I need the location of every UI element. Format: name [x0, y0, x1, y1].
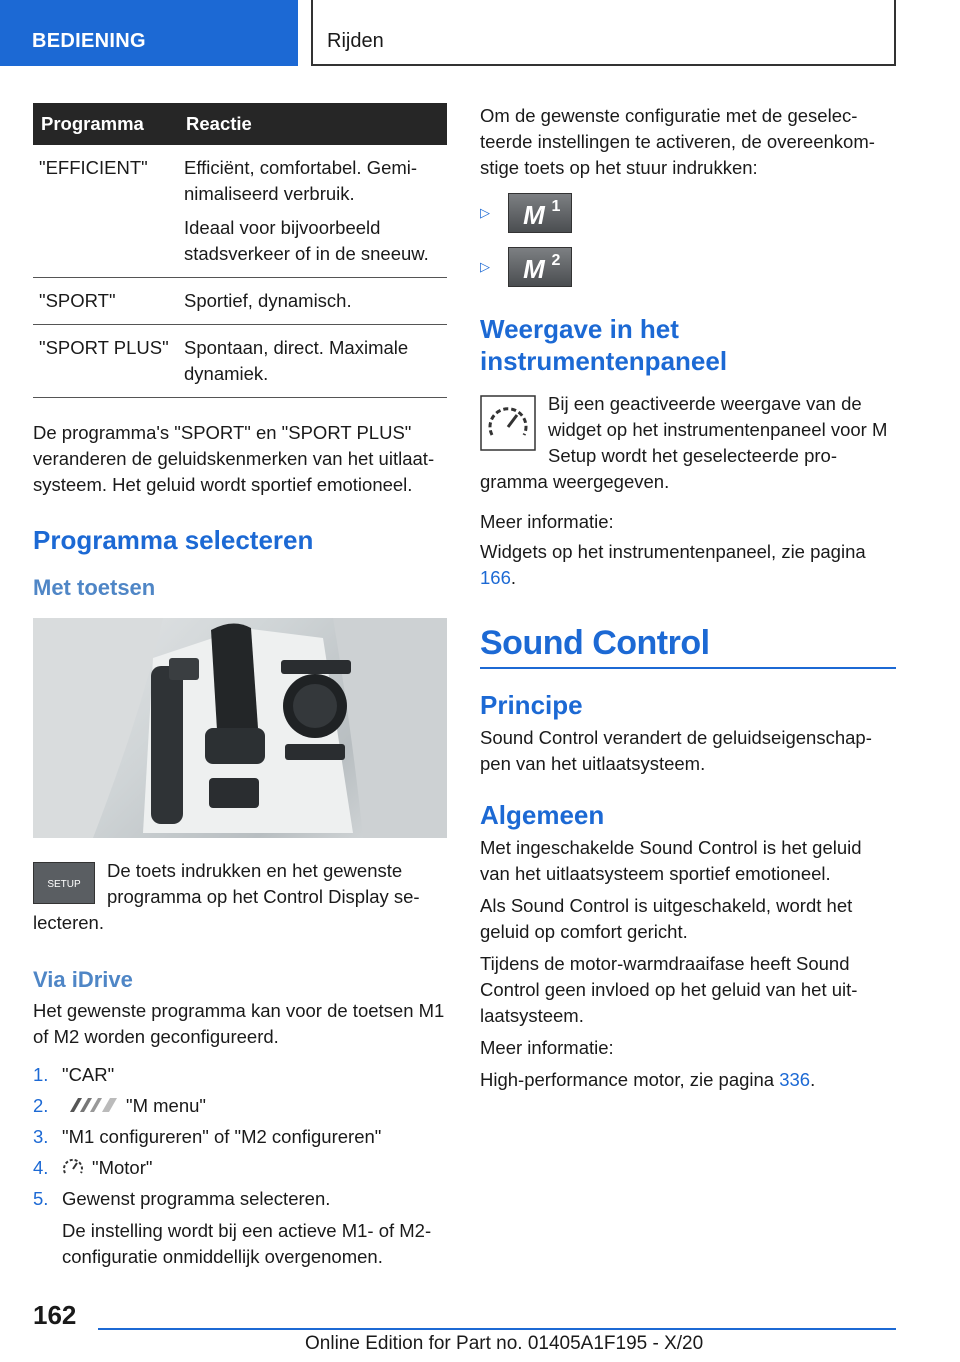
heading-algemeen: Algemeen: [480, 800, 605, 830]
step-number: 3.: [33, 1126, 49, 1147]
reaction-text: Efficiënt, comfortabel. Geminimaliseerd verbruik.: [184, 157, 418, 204]
widgets-reference-text: Widgets op het instrumentenpaneel, zie pagina: [480, 541, 866, 562]
page-link-166[interactable]: 166: [480, 567, 511, 588]
idrive-steps: [33, 1062, 447, 1270]
heading-with-keys: Met toetsen: [33, 575, 156, 600]
heading-select-program: Programma selecteren: [33, 525, 314, 555]
table-header-reaction: Reactie: [178, 103, 447, 145]
setup-key-label: SETUP: [47, 879, 81, 890]
sound-intro-paragraph: De programma's "SPORT" en "SPORT PLUS" veranderen de geluidskenmerken van het uitlaatsysteem. Het geluid wordt sportief emotioneel.: [33, 422, 435, 495]
page-number: 162: [33, 1300, 77, 1330]
idrive-text: Het gewenste programma kan voor de toetsen M1 of M2 worden geconfigureerd.: [33, 1000, 445, 1047]
table-header-program: Programma: [33, 103, 178, 145]
section-title: BEDIENING: [32, 30, 146, 52]
section-tab: [0, 0, 298, 66]
step-number: 4.: [33, 1157, 49, 1178]
m2-key-letter: M: [523, 254, 545, 284]
heading-instrument-display: Weergave in het instrumentenpaneel: [480, 314, 728, 376]
widgets-reference: Widgets op het instrumentenpaneel, zie pagina 166.: [480, 541, 866, 588]
algemeen-text-3: Tijdens de motor-warmdraaifase heeft Sound Control geen invloed op het geluid van het uitlaatsysteem.: [480, 953, 858, 1026]
list-item: [33, 1186, 447, 1270]
step-text: "Motor": [92, 1157, 153, 1178]
gauge-icon: [62, 1157, 84, 1177]
table-cell-program: "SPORT": [33, 278, 178, 325]
table-cell-program: "SPORT PLUS": [33, 325, 178, 398]
step-number: 1.: [33, 1064, 49, 1085]
table-row: [33, 145, 447, 278]
reaction-text: Ideaal voor bijvoorbeeld stadsverkeer of in de sneeuw.: [184, 217, 429, 264]
step-text: "CAR": [62, 1064, 115, 1085]
console-illustration: [33, 618, 447, 838]
footer-rule: [98, 1328, 896, 1330]
m2-key-digit: 2: [551, 252, 561, 269]
performance-reference: High-performance motor, zie pagina 336.: [480, 1069, 816, 1090]
table-row: [33, 325, 447, 398]
setup-key-text: De toets indrukken en het gewenste programma op het Control Display selecteren.: [33, 860, 420, 933]
display-block: [480, 391, 896, 495]
step-text: "M1 configureren" of "M2 configureren": [62, 1126, 382, 1147]
program-table: [33, 103, 447, 398]
speedometer-icon: [480, 395, 536, 451]
m1-key-letter: M: [523, 200, 545, 230]
m1-key-digit: 1: [551, 198, 561, 215]
bullet-triangle-icon: ▷: [480, 259, 490, 274]
m-stripes-icon: [62, 1096, 118, 1114]
algemeen-text-1: Met ingeschakelde Sound Control is het geluid van het uitlaatsysteem sportief emotioneel.: [480, 837, 862, 884]
page-link-336[interactable]: 336: [779, 1069, 811, 1090]
step-subtext: De instelling wordt bij een actieve M1- of M2-configuratie onmiddellijk overgenomen.: [62, 1220, 432, 1267]
left-column: [33, 103, 447, 1275]
chapter-tab: [311, 0, 896, 66]
table-cell-reaction: [178, 278, 447, 325]
table-cell-reaction: [178, 325, 447, 398]
sound-control-heading-block: [480, 623, 896, 669]
center-console-photo: [33, 618, 447, 838]
step-number: 5.: [33, 1188, 49, 1209]
m2-key-icon: [508, 247, 572, 287]
heading-principe: Principe: [480, 690, 583, 720]
activate-config-text: Om de gewenste configuratie met de geselecteerde instellingen te activeren, de overeenkomstige toets op het stuur indrukken:: [480, 105, 875, 178]
performance-reference-text: High-performance motor, zie pagina: [480, 1069, 780, 1090]
algemeen-text-2: Als Sound Control is uitgeschakeld, wordt het geluid op comfort gericht.: [480, 895, 853, 942]
more-info-label: Meer informatie:: [480, 511, 614, 532]
list-item: [33, 1093, 447, 1119]
setup-key-icon: [33, 862, 95, 904]
m2-button-row: [480, 247, 896, 287]
heading-via-idrive: Via iDrive: [33, 967, 133, 992]
m1-key-icon: [508, 193, 572, 233]
more-info-label-2: Meer informatie:: [480, 1037, 614, 1058]
chapter-title: Rijden: [327, 30, 384, 52]
list-item: [33, 1062, 447, 1088]
display-text: Bij een geactiveerde weergave van de widget op het instrumentenpaneel voor M Setup wordt het geselecteerde programma weergegeven.: [480, 393, 888, 492]
reaction-text: Sportief, dynamisch.: [184, 290, 352, 311]
list-item: [33, 1155, 447, 1181]
table-row: [33, 278, 447, 325]
step-number: 2.: [33, 1095, 49, 1116]
step-text: "M menu": [126, 1095, 206, 1116]
m1-button-row: [480, 193, 896, 233]
step-text: Gewenst programma selecteren.: [62, 1188, 331, 1209]
bullet-triangle-icon: ▷: [480, 205, 490, 220]
table-cell-reaction: [178, 145, 447, 278]
heading-sound-control: Sound Control: [480, 624, 710, 662]
reaction-text: Spontaan, direct. Maximale dynamiek.: [184, 337, 409, 384]
list-item: [33, 1124, 447, 1150]
table-cell-program: "EFFICIENT": [33, 145, 178, 278]
setup-key-block: [33, 858, 447, 936]
principe-text: Sound Control verandert de geluidseigenschappen van het uitlaatsysteem.: [480, 727, 872, 774]
right-column: [480, 103, 896, 1093]
edition-text: Online Edition for Part no. 01405A1F195 - X/20: [305, 1333, 704, 1354]
